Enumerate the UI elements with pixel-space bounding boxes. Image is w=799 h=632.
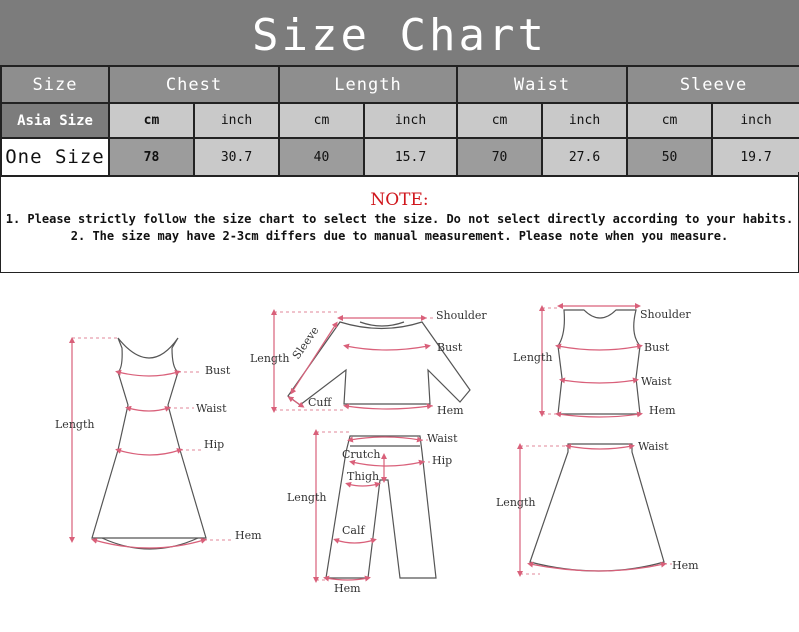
dress-waist-label: Waist — [196, 402, 227, 415]
sweater-length-label: Length — [250, 352, 290, 365]
value-cell: 30.7 — [194, 138, 279, 176]
unit-cell: cm — [279, 103, 364, 138]
unit-cell: inch — [364, 103, 457, 138]
sweater-hem-label: Hem — [437, 404, 464, 417]
sweater-shoulder-label: Shoulder — [436, 309, 487, 322]
unit-cell: cm — [627, 103, 712, 138]
unit-cell: cm — [109, 103, 194, 138]
skirt-waist-label: Waist — [638, 440, 669, 453]
skirt-hem-label: Hem — [672, 559, 699, 572]
size-chart-title: Size Chart — [0, 0, 799, 65]
pants-length-label: Length — [287, 491, 327, 504]
note-line-1: 1. Please strictly follow the size chart to select the size. Do not select directly according to your habits. — [5, 212, 794, 226]
value-cell: 70 — [457, 138, 542, 176]
value-cell: 40 — [279, 138, 364, 176]
dress-hip-label: Hip — [204, 438, 225, 451]
unit-cell: inch — [712, 103, 799, 138]
pants-crutch-label: Crutch — [342, 448, 381, 461]
value-cell: 19.7 — [712, 138, 799, 176]
pants-hip-label: Hip — [432, 454, 453, 467]
header-size: Size — [1, 66, 109, 103]
sweater-bust-label: Bust — [437, 341, 463, 354]
pants-calf-label: Calf — [342, 524, 365, 537]
value-cell: 78 — [109, 138, 194, 176]
pants-hem-label: Hem — [334, 582, 361, 595]
unit-cell: inch — [542, 103, 627, 138]
data-row — [1, 138, 799, 176]
unit-row — [1, 103, 799, 138]
value-cell: 15.7 — [364, 138, 457, 176]
tank-bust-label: Bust — [644, 341, 670, 354]
note-title: NOTE: — [370, 190, 429, 210]
dress-bust-label: Bust — [205, 364, 231, 377]
pants-thigh-label: Thigh — [347, 470, 380, 483]
dress-hem-label: Hem — [235, 529, 262, 542]
tank-length-label: Length — [513, 351, 553, 364]
dress-length-label: Length — [55, 418, 95, 431]
header-sleeve: Sleeve — [627, 66, 799, 103]
tank-diagram — [542, 306, 640, 417]
pants-waist-label: Waist — [427, 432, 458, 445]
value-cell: 50 — [627, 138, 712, 176]
header-length: Length — [279, 66, 457, 103]
value-cell: 27.6 — [542, 138, 627, 176]
header-row — [1, 66, 799, 103]
one-size-label: One Size — [1, 138, 109, 176]
tank-hem-label: Hem — [649, 404, 676, 417]
note-line-2: 2. The size may have 2-3cm differs due to manual measurement. Please note when you measure. — [70, 229, 729, 243]
tank-waist-label: Waist — [641, 375, 672, 388]
skirt-diagram — [520, 444, 672, 574]
unit-cell: inch — [194, 103, 279, 138]
size-table — [0, 65, 799, 177]
header-waist: Waist — [457, 66, 627, 103]
header-chest: Chest — [109, 66, 279, 103]
skirt-length-label: Length — [496, 496, 536, 509]
measurement-diagrams — [0, 272, 799, 632]
sweater-sleeve-label: Sleeve — [289, 324, 322, 362]
note-box — [0, 172, 799, 273]
sweater-diagram — [274, 312, 470, 410]
tank-shoulder-label: Shoulder — [640, 308, 691, 321]
sweater-cuff-label: Cuff — [308, 396, 332, 409]
unit-cell: cm — [457, 103, 542, 138]
asia-size-label: Asia Size — [1, 103, 109, 138]
